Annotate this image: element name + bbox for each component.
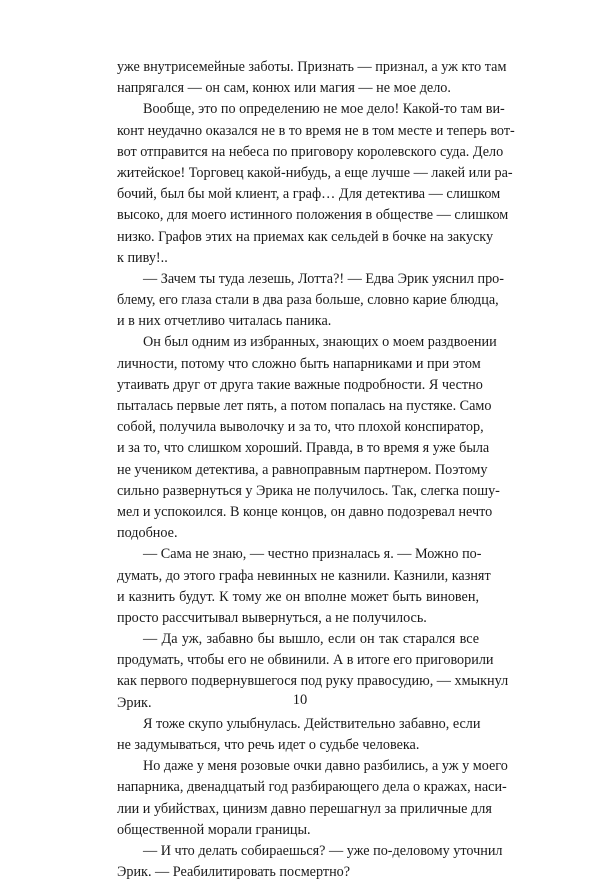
text-line: сильно развернуться у Эрика не получилось. Так, слегка пошу- [117, 482, 500, 499]
text-line: высоко, для моего истинного положения в обществе — слишком [117, 207, 509, 224]
text-line: Эрик. — Реабилитировать посмертно? [117, 864, 351, 881]
text-line: Он был одним из избранных, знающих о моем раздвоении [143, 334, 497, 351]
text-line: — Зачем ты туда лезешь, Лотта?! — Едва Эрик уяснил про- [143, 270, 504, 287]
text-line: Но даже у меня розовые очки давно разбились, а уж у моего [143, 758, 508, 775]
text-line: продумать, чтобы его не обвинили. А в итоге его приговорили [117, 652, 494, 669]
text-line: конт неудачно оказался не в то время не в том месте и теперь вот- [117, 122, 515, 139]
text-line: Я тоже скупо улыбнулась. Действительно забавно, если [143, 715, 481, 732]
text-line: блему, его глаза стали в два раза больше, словно карие блюдца, [117, 292, 499, 309]
text-line: Вообще, это по определению не мое дело! Какой-то там ви- [143, 101, 505, 118]
body-text [117, 57, 515, 883]
text-line: не задумываться, что речь идет о судьбе человека. [117, 737, 420, 753]
text-line: мел и успокоился. В конце концов, он давно подозревал нечто [117, 503, 493, 520]
text-line: лии и убийствах, цинизм давно перешагнул за приличные для [117, 800, 492, 817]
text-line: собой, получила выволочку и за то, что плохой конспиратор, [117, 419, 484, 436]
text-line: пыталась первые лет пять, а потом попалась на пустяке. Само [117, 398, 492, 414]
text-line: житейское! Торговец какой-нибудь, а еще лучше — лакей или ра- [117, 164, 513, 181]
text-line: Эрик. [117, 694, 152, 711]
text-line: бочий, был бы мой клиент, а граф… Для детектива — слишком [117, 186, 501, 203]
text-line: напрягался — он сам, конюх или магия — не мое дело. [117, 80, 451, 97]
text-line: вот отправится на небеса по приговору королевского суда. Дело [117, 143, 504, 160]
text-line: утаивать друг от друга такие важные подробности. Я честно [117, 376, 483, 393]
page-number: 10 [292, 692, 308, 708]
text-line: — И что делать собираешься? — уже по-деловому уточнил [143, 842, 503, 859]
text-line: общественной морали границы. [117, 821, 311, 838]
text-line: подобное. [117, 525, 178, 542]
text-line: к пиву!.. [117, 249, 168, 266]
text-line: — Сама не знаю, — честно призналась я. — Можно по- [143, 546, 482, 563]
text-line: личности, потому что сложно быть напарниками и при этом [117, 355, 481, 372]
text-line: уже внутрисемейные заботы. Признать — признал, а уж кто там [117, 59, 507, 75]
text-line: думать, до этого графа невинных не казнили. Казнили, казнят [117, 567, 491, 584]
text-line: не учеником детектива, а равноправным партнером. Поэтому [117, 461, 488, 478]
text-line: и за то, что слишком хороший. Правда, в то время я уже была [117, 440, 490, 457]
text-line: и в них отчетливо читалась паника. [117, 313, 332, 330]
text-line: и казнить будут. К тому же он вполне может быть виновен, [117, 588, 479, 605]
text-line: просто рассчитывал вывернуться, а не получилось. [117, 609, 427, 626]
text-line: как первого подвернувшегося под руку правосудию, — хмыкнул [117, 673, 509, 690]
text-line: напарника, двенадцатый год разбирающего дела о кражах, наси- [117, 779, 507, 796]
text-line: низко. Графов этих на приемах как сельдей в бочке на закуску [117, 228, 494, 245]
text-line: — Да уж, забавно бы вышло, если он так старался все [143, 631, 479, 648]
